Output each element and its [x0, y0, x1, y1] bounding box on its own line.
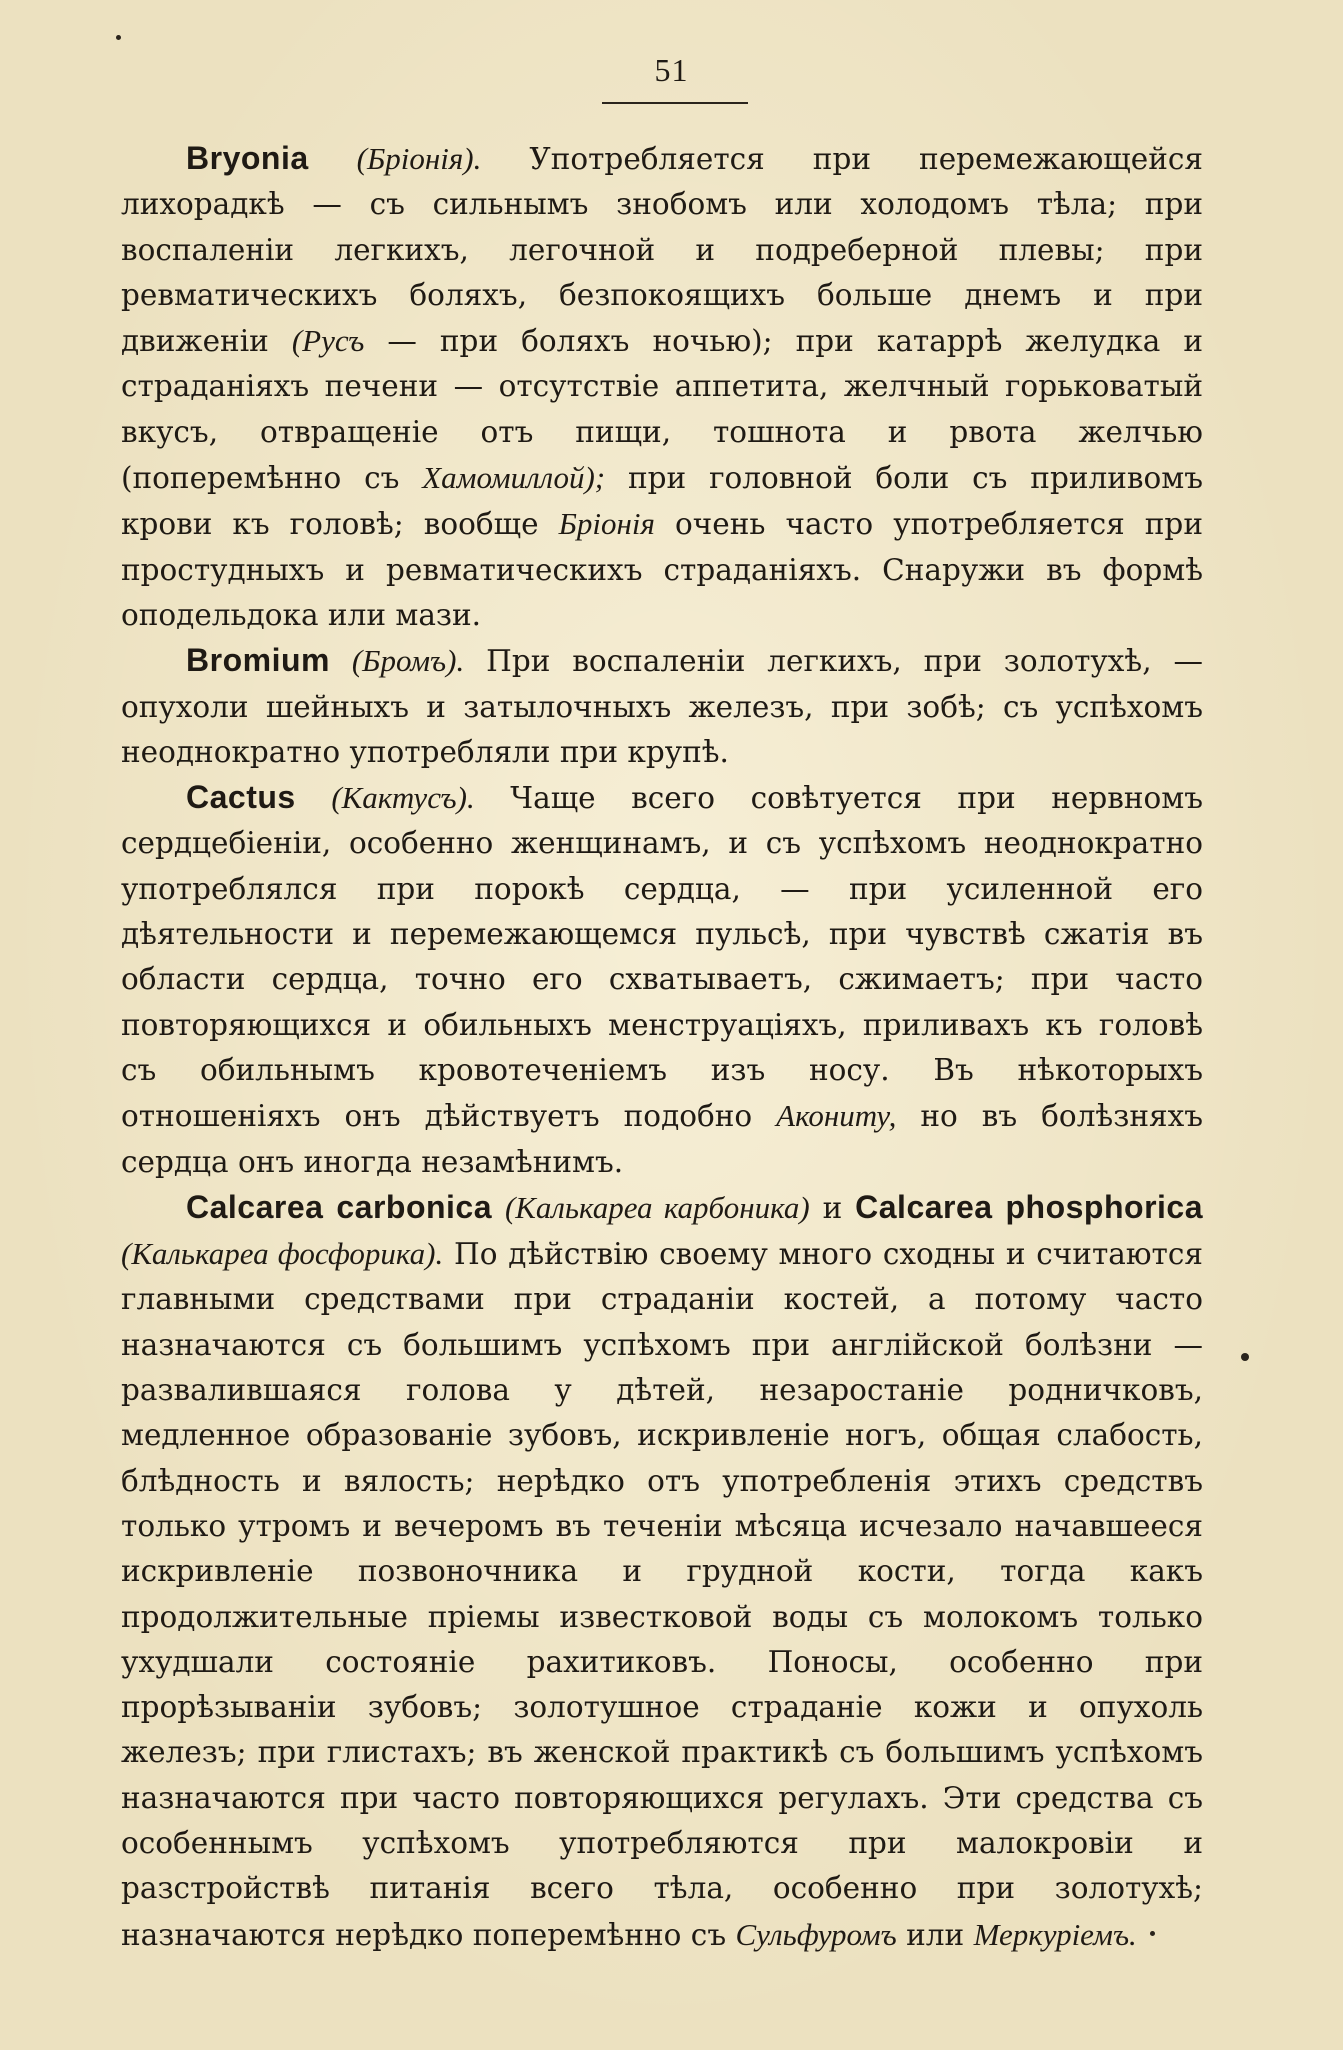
ink-spot — [116, 35, 121, 40]
page-text — [121, 136, 1203, 1958]
entry-text: при головной боли съ приливомъ крови къ головѣ; вообще — [121, 461, 1203, 542]
entry-latin-name: Cactus — [186, 779, 296, 816]
entry-text: или — [896, 1917, 974, 1952]
entry-text-italic: Хамомиллой); — [422, 460, 606, 496]
entry-cactus — [121, 775, 1203, 1185]
entry-text: — при боляхъ ночью); при катаррѣ желудка и страданіяхъ печени — отсутствіе аппетита, желчный горьковатый вкусъ, отвращеніе отъ пищи, тошнота и рвота желчью (поперемѣнно съ — [121, 324, 1203, 496]
entry-text: но въ болѣзняхъ сердца онъ иногда незамѣнимъ. — [121, 1099, 1203, 1179]
entry-text-italic: Бріонія — [558, 506, 655, 542]
entry-latin-name: Calcarea carbonica — [186, 1188, 493, 1225]
entry-text-italic: (Русъ — [291, 323, 365, 359]
entry-russian-name: (Калькареа карбоника) — [504, 1189, 810, 1225]
entry-text-italic: Акониту, — [776, 1098, 897, 1134]
ink-spot — [1241, 1353, 1249, 1361]
entry-text-italic: Меркуріемъ. — [973, 1916, 1137, 1952]
entry-latin-name: Bromium — [186, 642, 330, 679]
entry-text: По дѣйствію своему много сходны и считаются главными средствами при страданіи костей, а потому часто назначаются съ большимъ успѣхомъ при англійской болѣзни — развалившаяся голова у дѣтей, незаростаніе родничковъ, медленное образованіе зубовъ, искривленіе ногъ, общая слабость, блѣдность и вялость; нерѣдко отъ употребленія этихъ средствъ только утромъ и вечеромъ въ теченіи мѣсяца исчезало начавшееся искривленіе позвоночника и грудной кости, тогда какъ продолжительные пріемы известковой воды съ молокомъ только ухудшали состояніе рахитиковъ. Поносы, особенно при прорѣзываніи зубовъ; золотушное страданіе кожи и опухоль железъ; при глистахъ; въ женской практикѣ съ большимъ успѣхомъ назначаются при часто повторяющихся регулахъ. Эти средства съ особеннымъ успѣхомъ употребляются при малокровіи и разстройствѣ питанія всего тѣла, особенно при золотухѣ; назначаются нерѣдко поперемѣнно съ — [121, 1237, 1203, 1952]
entry-connector: и — [809, 1190, 856, 1225]
entry-calcarea — [121, 1185, 1203, 1958]
entry-russian-name: (Бріонія). — [356, 141, 482, 176]
entry-bryonia — [121, 136, 1203, 638]
entry-russian-name-2: (Калькареа фосфорика). — [121, 1236, 444, 1272]
entry-text: Чаще всего совѣтуется при нервномъ сердцебіеніи, особенно женщинамъ, и съ успѣхомъ неоднократно употреблялся при порокѣ сердца, — при усиленной его дѣятельности и перемежающемся пульсѣ, при чувствѣ сжатія въ области сердца, точно его схватываетъ, сжимаетъ; при часто повторяющихся и обильныхъ менструаціяхъ, приливахъ къ головѣ съ обильнымъ кровотеченіемъ изъ носу. Въ нѣкоторыхъ отношеніяхъ онъ дѣйствуетъ подобно — [121, 781, 1203, 1134]
entry-latin-name: Bryonia — [186, 140, 309, 176]
entry-text: При воспаленіи легкихъ, при золотухѣ, — опухоли шейныхъ и затылочныхъ железъ, при зобѣ; съ успѣхомъ неоднократно употребляли при крупѣ. — [121, 644, 1203, 769]
entry-russian-name: (Кактусъ). — [331, 780, 475, 816]
entry-text: Употребляется при перемежающейся лихорадкѣ — съ сильнымъ знобомъ или холодомъ тѣла; при воспаленіи легкихъ, легочной и подреберной плевы; при ревматическихъ боляхъ, безпокоящихъ больше днемъ и при движеніи — [121, 142, 1203, 359]
entry-bromium — [121, 638, 1203, 775]
entry-text: очень часто употребляется при простудныхъ и ревматическихъ страданіяхъ. Снаружи въ формѣ оподельдока или мази. — [121, 507, 1203, 632]
page-number: 51 — [654, 52, 689, 88]
ink-spot — [1150, 1931, 1155, 1936]
entry-russian-name: (Бромъ). — [351, 643, 465, 679]
entry-text-italic: Сульфуромъ — [735, 1916, 897, 1952]
header-rule — [602, 102, 748, 104]
entry-latin-name-2: Calcarea phosphorica — [855, 1188, 1204, 1225]
